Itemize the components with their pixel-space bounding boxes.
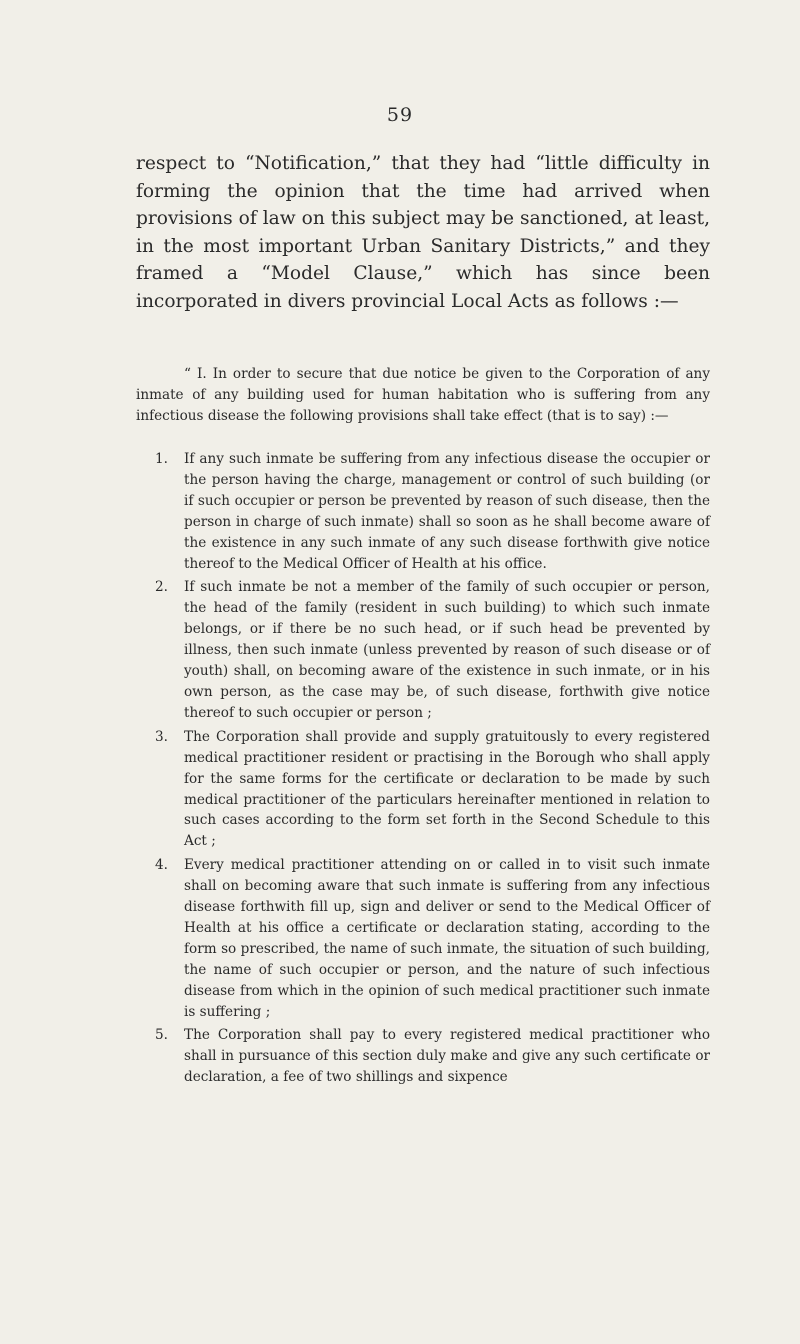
clause-item <box>136 727 710 852</box>
clause-item-number: 1. <box>155 451 168 467</box>
clause-item-number: 2. <box>155 579 168 596</box>
clause-item-number: 5. <box>155 1027 168 1044</box>
clause-item <box>136 1025 710 1088</box>
clause-item <box>136 449 710 574</box>
clause-item-text: The Corporation shall provide and supply gratuitously to every registered medical practitioner resident or practising in the Borough who shall apply for the same forms for the certificate or declaration to be made by such medical practitioner of the particulars hereinafter mentioned in relation to such cases according to the form set forth in the Second Schedule to this Act ; <box>184 728 710 850</box>
clause-item-number: 3. <box>155 728 168 745</box>
clause-item-text: If any such inmate be suffering from any infectious disease the occupier or the person having the charge, management or control of such building (or if such occupier or person be prevented by reason of such disease, then the person in charge of such inmate) shall so soon as he shall become aware of the existence in any such inmate of any such disease forthwith give notice thereof to the Medical Officer of Health at his office. <box>184 451 710 572</box>
intro-paragraph: respect to “Notification,” that they had “little difficulty in forming the opinion that the time had arrived when provisions of law on this subject may be sanctioned, at least, in the most important Urban Sanitary Districts,” and they framed a “Model Clause,” which has since been incorporated in divers provincial Local Acts as follows :— <box>136 153 710 312</box>
clause-item-text: The Corporation shall pay to every registered medical practitioner who shall in pursuance of this section duly make and give any such certificate or declaration, a fee of two shillings and sixpence <box>184 1027 710 1086</box>
clause-item <box>136 577 710 723</box>
model-clause-intro: “ I. In order to secure that due notice be given to the Corporation of any inmate of any building used for human habitation who is suffering from any infectious disease the following provisions shall take effect (that is to say) :— <box>136 366 710 424</box>
clause-item-text: If such inmate be not a member of the family of such occupier or person, the head of the family (resident in such building) to which such inmate belongs, or if there be no such head, or if such head be prevented by illness, then such inmate (unless prevented by reason of such disease or of youth) shall, on becoming aware of the existence in such inmate, or in his own person, as the case may be, of such disease, forthwith give notice thereof to such occupier or person ; <box>184 579 710 721</box>
clause-item-number: 4. <box>155 857 168 874</box>
clause-list <box>136 449 710 1091</box>
clause-item <box>136 855 710 1022</box>
clause-item-text: Every medical practitioner attending on or called in to visit such inmate shall on becoming aware that such inmate is suffering from any infectious disease forthwith fill up, sign and deliver or send to the Medical Officer of Health at his office a certificate or declaration stating, according to the form so prescribed, the name of such inmate, the situation of such building, the name of such occupier or person, and the nature of such infectious disease from which in the opinion of such medical practitioner such inmate is suffering ; <box>184 857 710 1020</box>
page-number: 59 <box>386 104 414 126</box>
